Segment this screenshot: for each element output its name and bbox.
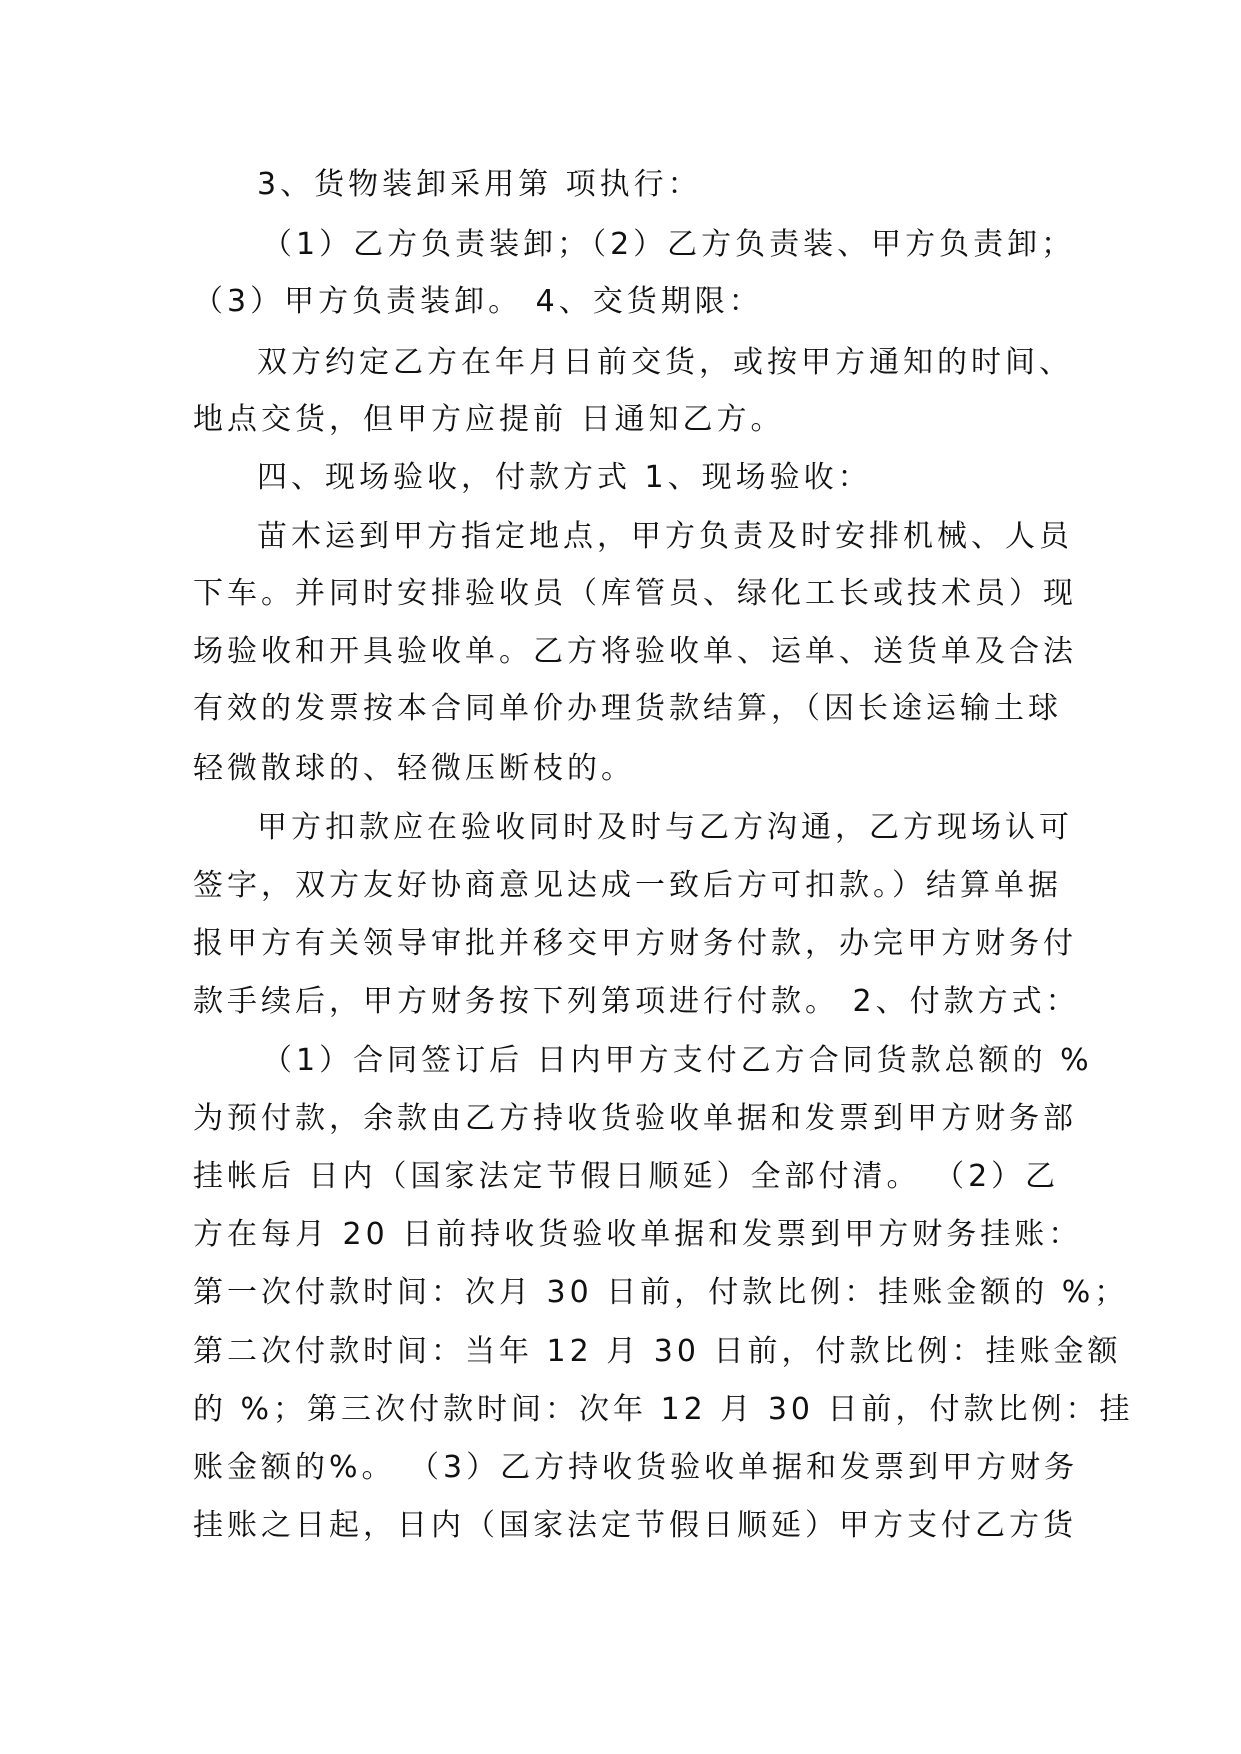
- text-line: 的 %；第三次付款时间：次年 12 月 30 日前，付款比例：挂: [193, 1392, 1134, 1427]
- text-line: （1）乙方负责装卸；（2）乙方负责装、甲方负责卸；: [262, 227, 1076, 262]
- text-line: 第一次付款时间：次月 30 日前，付款比例：挂账金额的 %；: [193, 1275, 1129, 1310]
- text-line: 第二次付款时间：当年 12 月 30 日前，付款比例：挂账金额: [193, 1334, 1122, 1369]
- text-line: 挂帐后 日内（国家法定节假日顺延）全部付清。 （2）乙: [193, 1159, 1060, 1194]
- text-line: 有效的发票按本合同单价办理货款结算，（因长途运输土球: [193, 691, 1062, 726]
- text-line: （3）甲方负责装卸。 4、交货期限：: [193, 284, 763, 319]
- text-line: 甲方扣款应在验收同时及时与乙方沟通，乙方现场认可: [257, 810, 1073, 845]
- text-line: 苗木运到甲方指定地点，甲方负责及时安排机械、人员: [257, 519, 1073, 554]
- text-line: 方在每月 20 日前持收货验收单据和发票到甲方财务挂账：: [193, 1217, 1083, 1252]
- text-line: 地点交货，但甲方应提前 日通知乙方。: [193, 402, 785, 437]
- text-line: 3、货物装卸采用第 项执行：: [257, 167, 702, 202]
- text-line: 四、现场验收，付款方式 1、现场验收：: [257, 460, 872, 495]
- text-line: 款手续后，甲方财务按下列第项进行付款。 2、付款方式：: [193, 984, 1080, 1019]
- text-line: 报甲方有关领导审批并移交甲方财务付款，办完甲方财务付: [193, 926, 1077, 961]
- text-line: 账金额的%。 （3）乙方持收货验收单据和发票到甲方财务: [193, 1450, 1079, 1485]
- text-line: 为预付款，余款由乙方持收货验收单据和发票到甲方财务部: [193, 1101, 1077, 1136]
- text-line: 场验收和开具验收单。乙方将验收单、运单、送货单及合法: [193, 634, 1077, 669]
- text-line: 挂账之日起，日内（国家法定节假日顺延）甲方支付乙方货: [193, 1508, 1077, 1543]
- text-line: 签字，双方友好协商意见达成一致后方可扣款。）结算单据: [193, 868, 1062, 903]
- text-line: 下车。并同时安排验收员（库管员、绿化工长或技术员）现: [193, 576, 1077, 611]
- text-line: 轻微散球的、轻微压断枝的。: [193, 751, 635, 786]
- text-line: 双方约定乙方在年月日前交货，或按甲方通知的时间、: [257, 345, 1073, 380]
- text-line: （1）合同签订后 日内甲方支付乙方合同货款总额的 %: [262, 1043, 1093, 1078]
